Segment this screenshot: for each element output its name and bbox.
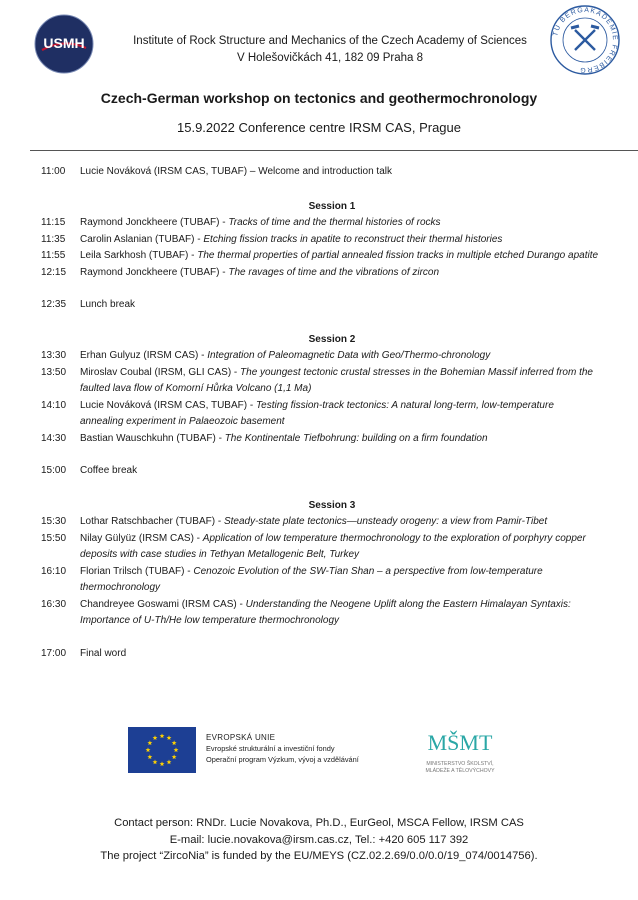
talk-time: 13:50 <box>41 366 67 378</box>
svg-text:MŠMT: MŠMT <box>427 730 493 755</box>
program-row <box>0 365 638 398</box>
program-row <box>0 248 638 265</box>
program-row <box>0 265 638 282</box>
talk-speaker: Bastian Wauschkuhn (TUBAF) - <box>80 432 225 444</box>
talk-text <box>80 215 600 232</box>
msmt-line-2: MLÁDEŽE A TĚLOVÝCHOVY <box>425 768 495 774</box>
talk-text <box>80 514 600 531</box>
talk-text <box>80 531 600 564</box>
program-row-coffee <box>0 463 638 480</box>
talk-time: 14:30 <box>41 432 67 444</box>
talk-text <box>80 232 600 249</box>
msmt-line-1: MINISTERSTVO ŠKOLSTVÍ, <box>426 761 494 767</box>
usmh-logo-text: USMH <box>43 35 85 51</box>
workshop-title: Czech-German workshop on tectonics and geothermochronology <box>100 90 538 106</box>
session-heading: Session 1 <box>308 200 356 212</box>
talk-time: 17:00 <box>41 647 67 659</box>
talk-speaker: Raymond Jonckheere (TUBAF) - <box>80 217 229 228</box>
talk-title: The thermal properties of partial annealed fission tracks in multiple etched Durango apatite <box>197 250 599 261</box>
talk-text <box>80 365 600 398</box>
document-header <box>0 0 638 152</box>
talk-text <box>80 265 600 282</box>
program-row <box>0 597 638 630</box>
talk-speaker: Lothar Ratschbacher (TUBAF) - <box>80 516 224 527</box>
program-schedule <box>0 164 638 662</box>
talk-title: Integration of Paleomagnetic Data with Geo/Thermo-chronology <box>207 350 491 361</box>
program-row <box>0 398 638 431</box>
funding-note: The project “ZircoNia” is funded by the EU/MEYS (CZ.02.2.69/0.0/0.0/19_074/0014756). <box>100 850 538 862</box>
talk-speaker: Florian Trilsch (TUBAF) - <box>80 565 194 577</box>
program-row <box>0 514 638 531</box>
workshop-date-venue: 15.9.2022 Conference centre IRSM CAS, Prague <box>177 120 461 135</box>
talk-time: 13:30 <box>41 350 67 361</box>
talk-text <box>80 564 600 597</box>
talk-time: 14:10 <box>41 399 67 411</box>
talk-title: Etching fission tracks in apatite to reconstruct their thermal histories <box>203 233 503 245</box>
talk-time: 12:15 <box>41 266 67 278</box>
talk-title: Understanding the Neogene Uplift along the Eastern Himalayan Syntaxis: Importance of U-Th/He low temperature thermochronology <box>80 598 571 626</box>
talk-title: Cenozoic Evolution of the SW-Tian Shan – a perspective from low-temperature thermochronology <box>80 565 543 593</box>
talk-speaker: Leila Sarkhosh (TUBAF) - <box>80 250 198 261</box>
eu-programme-line: Operační program Výzkum, vývoj a vzdělávání <box>206 755 359 764</box>
talk-speaker: Miroslav Coubal (IRSM, GLI CAS) - <box>80 366 241 378</box>
talk-title: The youngest tectonic crustal stresses in the Bohemian Massif inferred from the faulted lava flow of Komorní Hůrka Volcano (1,1 Ma) <box>80 366 593 394</box>
talk-text <box>80 348 600 365</box>
program-row <box>0 232 638 249</box>
tub-freiberg-seal-icon <box>549 4 621 76</box>
talk-time: 12:35 <box>41 299 67 310</box>
eu-funding-text <box>206 732 359 765</box>
talk-speaker: Raymond Jonckheere (TUBAF) - <box>80 266 229 278</box>
program-row <box>0 564 638 597</box>
talk-text <box>80 248 600 265</box>
talk-time: 16:10 <box>41 565 67 577</box>
talk-speaker: Carolin Aslanian (TUBAF) - <box>80 233 204 245</box>
talk-text: Coffee break <box>80 465 138 476</box>
talk-text: Lunch break <box>80 299 136 310</box>
talk-title: The Kontinentale Tiefbohrung: building on a firm foundation <box>224 432 488 444</box>
eu-flag-icon <box>128 727 196 773</box>
talk-text: Lucie Nováková (IRSM CAS, TUBAF) – Welcome and introduction talk <box>80 166 392 177</box>
talk-time: 15:00 <box>41 465 67 476</box>
talk-time: 11:15 <box>41 217 66 228</box>
contact-email-phone: E-mail: lucie.novakova@irsm.cas.cz, Tel.: +420 605 117 392 <box>169 833 469 846</box>
talk-speaker: Erhan Gulyuz (IRSM CAS) - <box>80 350 208 361</box>
program-row-final <box>0 646 638 663</box>
talk-speaker: Nilay Gülyüz (IRSM CAS) - <box>80 532 203 544</box>
talk-title: Application of low temperature thermochronology to the exploration of porphyry copper deposits with case studies in Tethyan Metallogenic Belt, Turkey <box>80 532 586 560</box>
program-row <box>0 431 638 448</box>
talk-speaker: Chandreyee Goswami (IRSM CAS) - <box>80 598 246 610</box>
talk-time: 15:30 <box>41 516 67 527</box>
session-heading: Session 2 <box>308 333 356 345</box>
program-row <box>0 348 638 365</box>
talk-time: 11:00 <box>41 166 66 177</box>
eu-fund-line: Evropské strukturální a investiční fondy <box>206 744 335 753</box>
talk-title: Tracks of time and the thermal histories of rocks <box>228 217 441 228</box>
eu-title: EVROPSKÁ UNIE <box>206 733 276 742</box>
talk-title: Steady-state plate tectonics—unsteady orogeny: a view from Pamir-Tibet <box>223 516 548 527</box>
program-row-welcome <box>0 164 638 181</box>
talk-text: Final word <box>80 647 127 659</box>
talk-speaker: Lucie Nováková (IRSM CAS, TUBAF) - <box>80 399 256 411</box>
talk-time: 15:50 <box>41 532 67 544</box>
talk-time: 16:30 <box>41 598 67 610</box>
talk-title: The ravages of time and the vibrations of zircon <box>228 266 440 278</box>
contact-person: Contact person: RNDr. Lucie Novakova, Ph.D., EurGeol, MSCA Fellow, IRSM CAS <box>114 817 524 829</box>
program-row <box>0 531 638 564</box>
header-divider <box>30 150 638 151</box>
tub-seal-text: TU BERGAKADEMIE FREIBERG <box>552 6 619 74</box>
program-row <box>0 215 638 232</box>
session-heading: Session 3 <box>308 499 356 511</box>
contact-block <box>0 815 638 865</box>
talk-time: 11:55 <box>41 250 66 261</box>
institute-name: Institute of Rock Structure and Mechanics of the Czech Academy of Sciences <box>133 35 527 47</box>
msmt-logo-icon <box>413 726 507 778</box>
talk-text <box>80 597 600 630</box>
talk-text <box>80 398 600 431</box>
institute-address: V Holešovičkách 41, 182 09 Praha 8 <box>236 52 424 64</box>
talk-text <box>80 431 600 448</box>
talk-time: 11:35 <box>41 233 66 245</box>
sponsor-logos <box>0 722 638 782</box>
program-row-lunch <box>0 297 638 314</box>
talk-title: Testing fission-track tectonics: A natural long-term, low-temperature annealing experiment in Palaeozoic basement <box>80 399 554 427</box>
